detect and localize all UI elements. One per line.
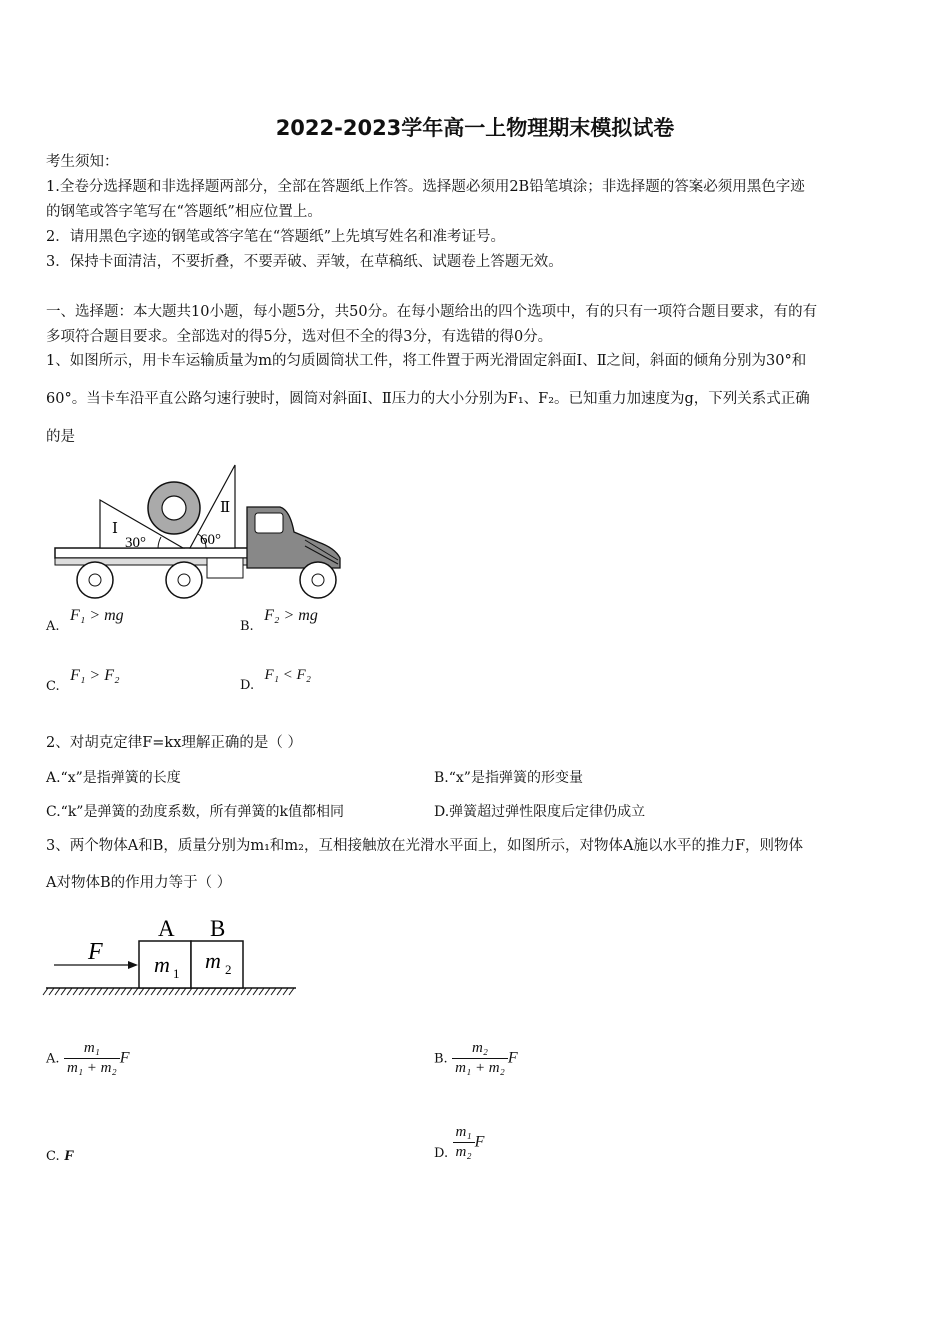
force-label: F [88,939,103,965]
angle-60-label: 60° [200,532,221,548]
ground-hatch-line [67,988,72,995]
q2-option-c[interactable]: C.“k”是弹簧的劲度系数，所有弹簧的k值都相同 [46,804,344,820]
ground-hatch-line [73,988,78,995]
ground-hatch-line [115,988,120,995]
q3-option-a-den: m₁ + m₂ [66,1060,117,1076]
ground-hatch-line [175,988,180,995]
ground-hatch-line [181,988,186,995]
block-a-mass-sub: 1 [173,966,180,981]
notice-heading: 考生须知： [46,154,119,170]
q3-option-b[interactable] [434,1040,518,1077]
block-b-mass: m [205,948,221,973]
truck-figure [50,460,350,605]
ground-hatch-line [43,988,48,995]
q2-option-d[interactable]: D.弹簧超过弹性限度后定律仍成立 [434,804,646,820]
ground-hatch-line [61,988,66,995]
block-b-mass-sub: 2 [225,962,232,977]
ground-hatch-line [133,988,138,995]
q1-stem-3: 的是 [46,429,75,445]
q1-option-d-expr: F₁ < F₂ [264,667,311,683]
q2-option-a[interactable]: A.“x”是指弹簧的长度 [46,770,181,786]
block-a-label: A [158,916,175,941]
q1-option-a-expr: F₁ > mg [69,607,124,624]
q3-option-b-tail: F [507,1049,518,1067]
ground-hatch-line [127,988,132,995]
q1-option-a[interactable] [46,607,124,635]
ground-hatch-line [91,988,96,995]
q3-option-d-tail: F [474,1133,485,1151]
q3-option-d[interactable] [434,1124,484,1161]
notice-item-1a: 1.全卷分选择题和非选择题两部分，全部在答题纸上作答。选择题必须用2B铅笔填涂；非选择题的答案必须用黑色字迹 [46,179,805,195]
q3-option-d-label: D. [434,1145,449,1161]
q1-stem-1: 1、如图所示，用卡车运输质量为m的匀质圆筒状工件，将工件置于两光滑固定斜面Ⅰ、Ⅱ之间，斜面的倾角分别为30°和 [46,353,807,369]
ground-hatch-line [109,988,114,995]
notice-item-1b: 的钢笔或答字笔写在“答题纸”相应位置上。 [46,204,322,220]
q3-option-c-label: C. [46,1149,60,1164]
q3-option-c[interactable] [46,1148,74,1165]
ground-hatch-line [79,988,84,995]
q1-option-d[interactable] [240,667,311,694]
incline-I-label: Ⅰ [112,521,118,537]
q3-option-a-fraction [64,1040,120,1077]
q2-option-b[interactable]: B.“x”是指弹簧的形变量 [434,770,583,786]
ground-hatch-line [151,988,156,995]
ground-hatch-line [253,988,258,995]
ground-hatch-line [289,988,294,995]
ground-hatch-line [139,988,144,995]
ground-hatch-line [85,988,90,995]
q3-option-b-den: m₁ + m₂ [455,1060,505,1076]
q3-option-a-label: A. [46,1051,60,1067]
section-instructions-1: 一、选择题：本大题共10小题，每小题5分，共50分。在每小题给出的四个选项中，有的只有一项符合题目要求，有的有 [46,304,818,320]
incline-II-label: Ⅱ [220,500,231,516]
q3-option-b-num: m₂ [452,1040,508,1059]
ground-hatch-line [259,988,264,995]
ground-hatch-line [247,988,252,995]
ground-hatch-line [283,988,288,995]
ground-hatch-line [211,988,216,995]
q1-stem-2: 60°。当卡车沿平直公路匀速行驶时，圆筒对斜面Ⅰ、Ⅱ压力的大小分别为F₁、F₂。已知重力加速度为g，下列关系式正确 [46,391,810,407]
q3-stem-1: 3、两个物体A和B，质量分别为m₁和m₂，互相接触放在光滑水平面上，如图所示，对物体A施以水平的推力F，则物体 [46,838,804,854]
ground-hatch-line [205,988,210,995]
q1-option-b-label: B. [240,619,254,634]
ground-hatch-line [193,988,198,995]
ground-hatch-line [103,988,108,995]
ground-hatch-line [145,988,150,995]
ground-hatch-line [235,988,240,995]
ground-hatch-line [49,988,54,995]
ground-hatch-line [199,988,204,995]
q3-option-c-expr: F [64,1148,75,1164]
block-b-label: B [210,916,226,941]
ground-hatch-line [157,988,162,995]
q3-option-a[interactable] [46,1040,129,1077]
ground-hatch-line [217,988,222,995]
q2-stem: 2、对胡克定律F=kx理解正确的是（ ） [46,735,303,751]
ground-hatch-line [277,988,282,995]
ground-hatch-line [55,988,60,995]
ground-hatch-line [223,988,228,995]
section-instructions-2: 多项符合题目要求。全部选对的得5分，选对但不全的得3分，有选错的得0分。 [46,329,553,345]
q1-option-c-label: C. [46,679,60,694]
ground-hatch-line [229,988,234,995]
q1-option-c[interactable] [46,667,120,695]
ground-hatch-line [163,988,168,995]
q1-option-d-label: D. [240,678,255,693]
q3-option-b-fraction [452,1040,508,1077]
q1-option-b-expr: F₂ > mg [264,607,318,624]
q1-option-c-expr: F₁ > F₂ [70,667,120,684]
ground-hatch-line [265,988,270,995]
notice-item-2: 2．请用黑色字迹的钢笔或答字笔在“答题纸”上先填写姓名和准考证号。 [46,229,506,245]
notice-item-3: 3．保持卡面清洁，不要折叠，不要弄破、弄皱，在草稿纸、试题卷上答题无效。 [46,254,563,270]
q3-option-d-num: m₁ [453,1124,475,1143]
q3-option-a-num: m₁ [64,1040,120,1059]
exam-title: 2022-2023学年高一上物理期末模拟试卷 [275,116,675,140]
q3-stem-2: A对物体B的作用力等于（ ） [46,875,232,891]
q1-option-a-label: A. [46,619,60,634]
q3-option-d-fraction [453,1124,475,1161]
ground-hatch-line [169,988,174,995]
blocks-figure [42,910,302,1000]
q1-option-b[interactable] [240,607,318,635]
ground-hatch-line [271,988,276,995]
q3-option-b-label: B. [434,1051,448,1067]
block-a-mass: m [154,952,170,977]
ground-hatch-line [97,988,102,995]
ground-hatch-line [187,988,192,995]
ground-hatch-line [241,988,246,995]
ground-hatch-line [121,988,126,995]
q3-option-a-tail: F [119,1049,130,1067]
q3-option-d-den: m₂ [455,1144,472,1160]
angle-30-label: 30° [125,535,146,551]
